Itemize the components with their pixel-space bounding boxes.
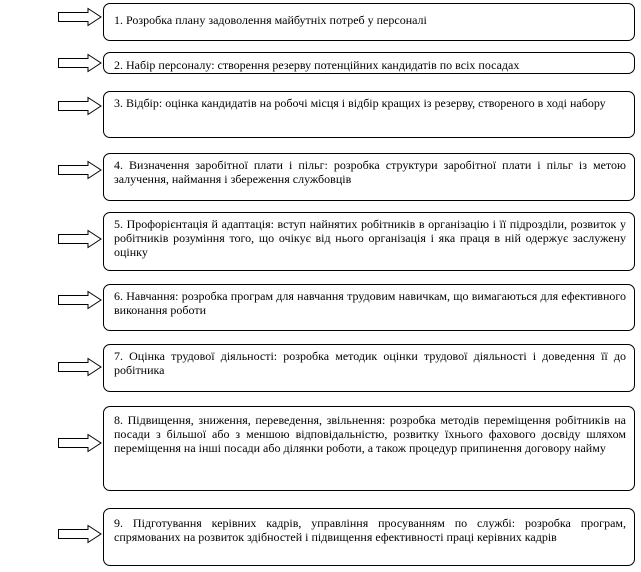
step-7-arrow-icon (58, 358, 102, 376)
step-7-text: 7. Оцінка трудової діяльності: розробка методик оцінки трудової діяльності і доведення її до робітника (114, 349, 626, 377)
step-1-text: 1. Розробка плану задоволення майбутніх потреб у персоналі (114, 13, 427, 27)
step-5-box (103, 212, 635, 271)
step-5-text: 5. Профорієнтація й адаптація: вступ найнятих робітників в організацію і її підрозділи, розвиток у робітників розуміння того, що очікує від нього організація і яка праця в ній одержує заслужену оцінку (114, 217, 626, 259)
step-4-text: 4. Визначення заробітної плати і пільг: розробка структури заробітної плати і пільг із метою залучення, наймання і збереження службовців (114, 158, 626, 186)
step-1-box (103, 3, 635, 41)
step-4-box (103, 153, 635, 201)
step-8-box (103, 406, 635, 491)
step-2-text: 2. Набір персоналу: створення резерву потенційних кандидатів по всіх посадах (114, 58, 520, 72)
step-2-box (103, 52, 635, 74)
step-6-arrow-icon (58, 291, 102, 309)
step-1-arrow-icon (58, 8, 102, 26)
step-3-arrow-icon (58, 97, 102, 115)
step-2-arrow-icon (58, 54, 102, 72)
step-9-arrow-icon (58, 525, 102, 543)
step-7-box (103, 344, 635, 392)
step-8-arrow-icon (58, 434, 102, 452)
step-4-arrow-icon (58, 161, 102, 179)
step-3-box (103, 91, 635, 138)
step-6-box (103, 284, 635, 331)
step-6-text: 6. Навчання: розробка програм для навчання трудовим навичкам, що вимагаються для ефективного виконання роботи (114, 289, 626, 317)
step-5-arrow-icon (58, 230, 102, 248)
step-8-text: 8. Підвищення, зниження, переведення, звільнення: розробка методів переміщення робітників на посади з більшої або з меншою відповідальністю, розвитку їхнього фахового досвіду шляхом переміщення на інші посади або ділянки роботи, а також процедур припинення договору найму (114, 413, 626, 455)
step-9-box (103, 508, 635, 566)
step-9-text: 9. Підготування керівних кадрів, управління просуванням по службі: розробка програм, спрямованих на розвиток здібностей і підвищення ефективності праці керівних кадрів (114, 516, 626, 544)
step-3-text: 3. Відбір: оцінка кандидатів на робочі місця і відбір кращих із резерву, створеного в ході набору (114, 96, 606, 110)
